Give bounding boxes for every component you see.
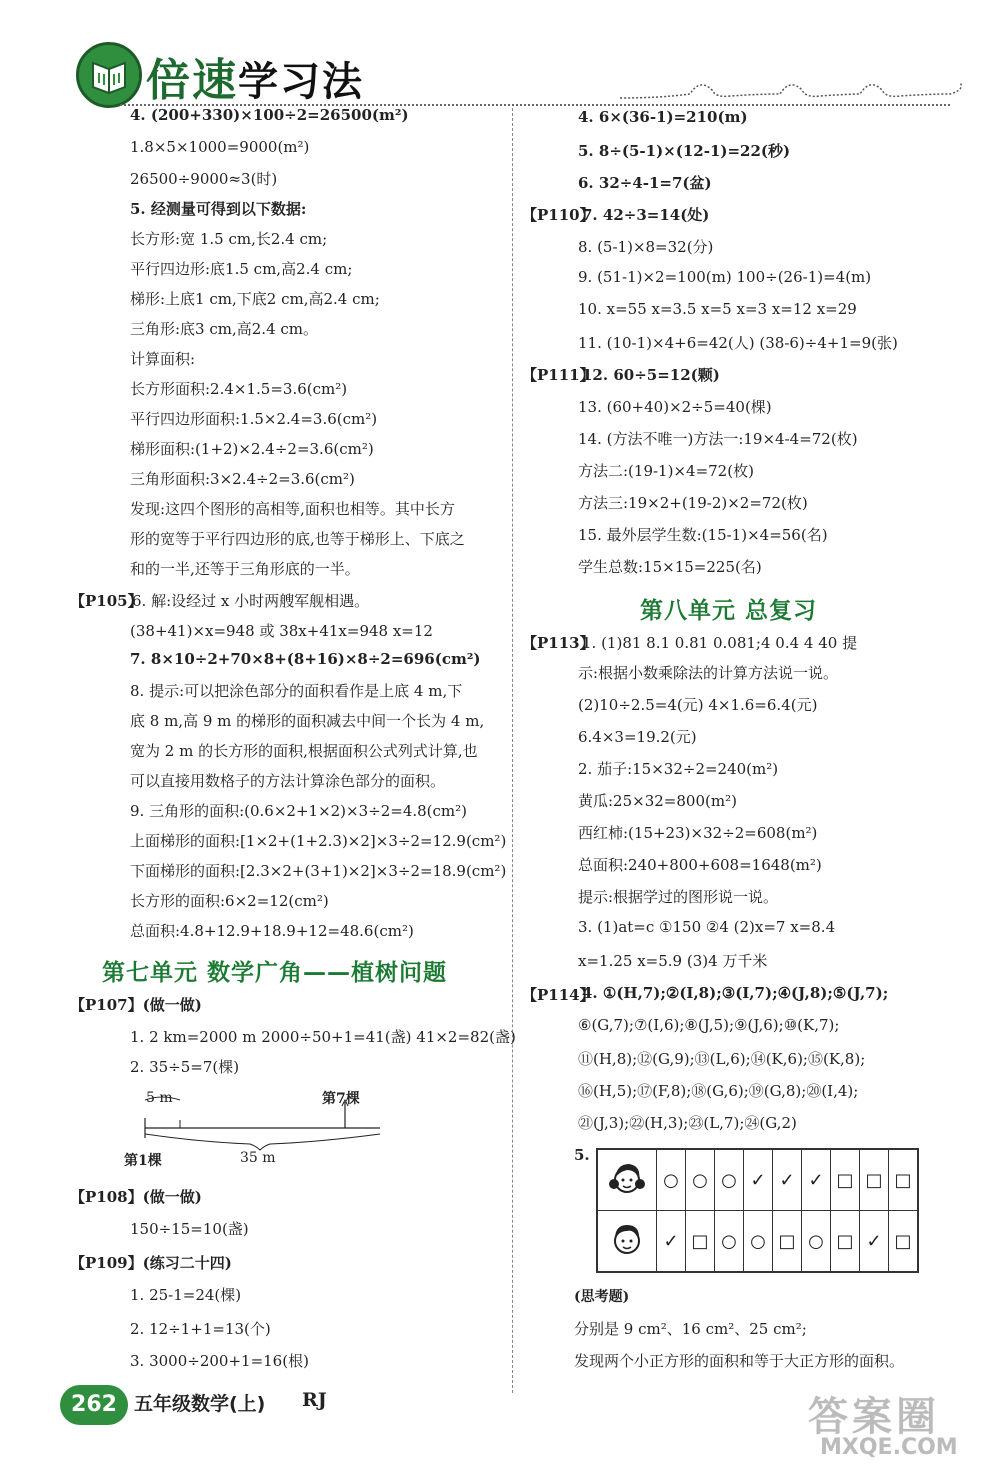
left-line-24: 9. 三角形的面积:(0.6×2+1×2)×3÷2=4.8(cm²) bbox=[130, 802, 468, 820]
decorative-swirl bbox=[620, 72, 970, 102]
right-line-3: 6. 32÷4-1=7(盆) bbox=[578, 174, 712, 192]
left-line-9: 计算面积: bbox=[130, 350, 196, 368]
p107-line-2: 2. 35÷5=7(棵) bbox=[130, 1058, 240, 1076]
unit7-title: 第七单元 数学广角——植树问题 bbox=[102, 960, 448, 986]
cell: □ bbox=[686, 1211, 715, 1273]
tag-p114: 【P114】 bbox=[522, 986, 595, 1004]
tag-p113: 【P113】 bbox=[522, 634, 595, 652]
cell: ○ bbox=[686, 1149, 715, 1211]
left-line-1: 4. (200+330)×100÷2=26500(m²) bbox=[130, 106, 409, 124]
left-line-15: 形的宽等于平行四边形的底,也等于梯形上、下底之 bbox=[130, 530, 465, 548]
coords-line-5: ㉑(J,3);㉒(H,3);㉓(L,7);㉔(G,2) bbox=[578, 1114, 797, 1132]
right-line-15: 学生总数:15×15=225(名) bbox=[578, 558, 762, 576]
left-line-3: 26500÷9000≈3(时) bbox=[130, 170, 278, 188]
left-line-12: 梯形面积:(1+2)×2.4÷2=3.6(cm²) bbox=[130, 440, 374, 458]
cell: ✓ bbox=[860, 1211, 889, 1273]
cell: □ bbox=[860, 1149, 889, 1211]
watermark-url: MXQE.COM bbox=[820, 1435, 958, 1460]
cell: □ bbox=[831, 1149, 860, 1211]
left-line-10: 长方形面积:2.4×1.5=3.6(cm²) bbox=[130, 380, 348, 398]
logo-emblem bbox=[76, 42, 142, 108]
left-line-21: 底 8 m,高 9 m 的梯形的面积减去中间一个长为 4 m, bbox=[130, 712, 485, 730]
right-line-12: 方法二:(19-1)×4=72(枚) bbox=[578, 462, 754, 480]
p108-line: 150÷15=10(盏) bbox=[130, 1220, 249, 1238]
unit8-line-7: 西红柿:(15+23)×32÷2=608(m²) bbox=[578, 824, 818, 842]
watermark bbox=[800, 1385, 990, 1465]
tag-p105: 【P105】 bbox=[70, 592, 143, 610]
cell: ✓ bbox=[802, 1149, 831, 1211]
right-line-7: 10. x=55 x=3.5 x=5 x=3 x=12 x=29 bbox=[578, 300, 857, 318]
coords-line-2: ⑥(G,7);⑦(I,6);⑧(J,5);⑨(J,6);⑩(K,7); bbox=[578, 1016, 840, 1034]
cell: □ bbox=[889, 1149, 919, 1211]
right-line-13: 方法三:19×2+(19-2)×2=72(枚) bbox=[578, 494, 808, 512]
edition-label: RJ bbox=[302, 1389, 327, 1411]
right-line-10: 13. (60+40)×2÷5=40(棵) bbox=[578, 398, 772, 416]
page-footer bbox=[0, 1385, 1000, 1473]
tag-p110: 【P110】 bbox=[522, 206, 595, 224]
p109-line-2: 2. 12÷1+1=13(个) bbox=[130, 1320, 271, 1338]
table-row bbox=[597, 1149, 918, 1211]
p107-line-1: 1. 2 km=2000 m 2000÷50+1=41(盏) 41×2=82(盏) bbox=[130, 1028, 516, 1046]
answer-table bbox=[596, 1148, 919, 1273]
cell: □ bbox=[773, 1211, 802, 1273]
page-header bbox=[0, 0, 1000, 110]
unit8-line-3: (2)10÷2.5=4(元) 4×1.6=6.4(元) bbox=[578, 696, 818, 714]
left-line-4: 5. 经测量可得到以下数据: bbox=[130, 200, 307, 218]
left-line-23: 可以直接用数格子的方法计算涂色部分的面积。 bbox=[130, 772, 446, 790]
tag-p109: 【P109】(练习二十四) bbox=[70, 1254, 232, 1272]
label-35m: 35 m bbox=[240, 1150, 276, 1166]
unit8-line-10: 3. (1)at=c ①150 ②4 (2)x=7 x=8.4 bbox=[578, 918, 836, 936]
child-face-1-icon bbox=[597, 1149, 657, 1211]
thinking-line-1: 分别是 9 cm²、16 cm²、25 cm²; bbox=[574, 1320, 807, 1338]
table-row bbox=[597, 1211, 918, 1273]
right-line-11: 14. (方法不唯一)方法一:19×4-4=72(枚) bbox=[578, 430, 858, 448]
right-line-4: 7. 42÷3=14(处) bbox=[582, 206, 710, 224]
right-line-5: 8. (5-1)×8=32(分) bbox=[578, 238, 714, 256]
cell: ✓ bbox=[773, 1149, 802, 1211]
left-line-16: 和的一半,还等于三角形底的一半。 bbox=[130, 560, 360, 578]
left-line-13: 三角形面积:3×2.4÷2=3.6(cm²) bbox=[130, 470, 355, 488]
left-line-26: 下面梯形的面积:[2.3×2+(3+1)×2]×3÷2=18.9(cm²) bbox=[130, 862, 507, 880]
cell: ○ bbox=[802, 1211, 831, 1273]
cell: ✓ bbox=[657, 1211, 686, 1273]
child-face-2-icon bbox=[597, 1211, 657, 1273]
left-line-22: 宽为 2 m 的长方形的面积,根据面积公式列式计算,也 bbox=[130, 742, 478, 760]
coords-line-4: ⑯(H,5);⑰(F,8);⑱(G,6);⑲(G,8);⑳(I,4); bbox=[578, 1082, 859, 1100]
left-line-5: 长方形:宽 1.5 cm,长2.4 cm; bbox=[130, 230, 328, 248]
brand-main: 倍速 bbox=[146, 55, 238, 106]
unit8-line-11: x=1.25 x=5.9 (3)4 万千米 bbox=[578, 952, 768, 970]
coords-line-1: 4. ①(H,7);②(I,8);③(I,7);④(J,8);⑤(J,7); bbox=[582, 984, 889, 1002]
unit8-line-6: 黄瓜:25×32=800(m²) bbox=[578, 792, 737, 810]
right-line-6: 9. (51-1)×2=100(m) 100÷(26-1)=4(m) bbox=[578, 268, 872, 286]
p109-line-3: 3. 3000÷200+1=16(根) bbox=[130, 1352, 309, 1370]
brand-sub: 学习法 bbox=[238, 59, 364, 105]
left-line-20: 8. 提示:可以把涂色部分的面积看作是上底 4 m,下 bbox=[130, 682, 463, 700]
watermark-text: 答案圈 bbox=[808, 1394, 940, 1440]
cell: □ bbox=[889, 1211, 919, 1273]
unit8-line-4: 6.4×3=19.2(元) bbox=[578, 728, 697, 746]
right-line-9: 12. 60÷5=12(颗) bbox=[582, 366, 720, 384]
unit8-line-8: 总面积:240+800+608=1648(m²) bbox=[578, 856, 822, 874]
column-separator bbox=[512, 108, 513, 1393]
left-line-28: 总面积:4.8+12.9+18.9+12=48.6(cm²) bbox=[130, 922, 414, 940]
brand-title bbox=[146, 44, 364, 108]
left-line-2: 1.8×5×1000=9000(m²) bbox=[130, 138, 310, 156]
unit8-line-9: 提示:根据学过的图形说一说。 bbox=[578, 888, 779, 906]
unit8-title: 第八单元 总复习 bbox=[640, 598, 818, 624]
book-title: 五年级数学(上) bbox=[134, 1393, 266, 1415]
left-line-18: (38+41)×x=948 或 38x+41x=948 x=12 bbox=[130, 622, 433, 640]
left-line-8: 三角形:底3 cm,高2.4 cm。 bbox=[130, 320, 319, 338]
book-icon bbox=[87, 53, 131, 97]
unit8-line-5: 2. 茄子:15×32÷2=240(m²) bbox=[578, 760, 779, 778]
cell: ○ bbox=[715, 1211, 744, 1273]
cell: ○ bbox=[744, 1211, 773, 1273]
left-line-6: 平行四边形:底1.5 cm,高2.4 cm; bbox=[130, 260, 353, 278]
thinking-tag: (思考题) bbox=[574, 1289, 630, 1305]
right-line-14: 15. 最外层学生数:(15-1)×4=56(名) bbox=[578, 526, 828, 544]
tag-p108: 【P108】(做一做) bbox=[70, 1188, 202, 1206]
cell: ○ bbox=[657, 1149, 686, 1211]
q5-label: 5. bbox=[574, 1146, 590, 1164]
left-line-25: 上面梯形的面积:[1×2+(1+2.3)×2]×3÷2=12.9(cm²) bbox=[130, 832, 507, 850]
cell: ✓ bbox=[744, 1149, 773, 1211]
left-line-7: 梯形:上底1 cm,下底2 cm,高2.4 cm; bbox=[130, 290, 380, 308]
label-tree1: 第1棵 bbox=[124, 1153, 162, 1169]
page-number: 262 bbox=[60, 1385, 128, 1425]
tag-p111: 【P111】 bbox=[522, 366, 595, 384]
coords-line-3: ⑪(H,8);⑫(G,9);⑬(L,6);⑭(K,6);⑮(K,8); bbox=[578, 1050, 866, 1068]
right-line-8: 11. (10-1)×4+6=42(人) (38-6)÷4+1=9(张) bbox=[578, 334, 898, 352]
tag-p107: 【P107】(做一做) bbox=[70, 996, 202, 1014]
left-line-19: 7. 8×10÷2+70×8+(8+16)×8÷2=696(cm²) bbox=[130, 650, 481, 668]
left-line-14: 发现:这四个图形的高相等,面积也相等。其中长方 bbox=[130, 500, 455, 518]
label-5m: 5 m bbox=[146, 1090, 173, 1106]
cell: ○ bbox=[715, 1149, 744, 1211]
left-line-17: 6. 解:设经过 x 小时两艘军舰相遇。 bbox=[132, 592, 370, 610]
left-line-27: 长方形的面积:6×2=12(cm²) bbox=[130, 892, 329, 910]
unit8-line-2: 示:根据小数乘除法的计算方法说一说。 bbox=[578, 664, 839, 682]
cell: □ bbox=[831, 1211, 860, 1273]
label-tree7: 第7棵 bbox=[322, 1091, 360, 1107]
unit8-line-1: 1. (1)81 8.1 0.81 0.081;4 0.4 4 40 提 bbox=[582, 634, 858, 652]
right-line-1: 4. 6×(36-1)=210(m) bbox=[578, 108, 748, 126]
thinking-line-2: 发现两个小正方形的面积和等于大正方形的面积。 bbox=[574, 1352, 905, 1370]
right-line-2: 5. 8÷(5-1)×(12-1)=22(秒) bbox=[578, 142, 791, 160]
left-line-11: 平行四边形面积:1.5×2.4=3.6(cm²) bbox=[130, 410, 378, 428]
p109-line-1: 1. 25-1=24(棵) bbox=[130, 1286, 242, 1304]
